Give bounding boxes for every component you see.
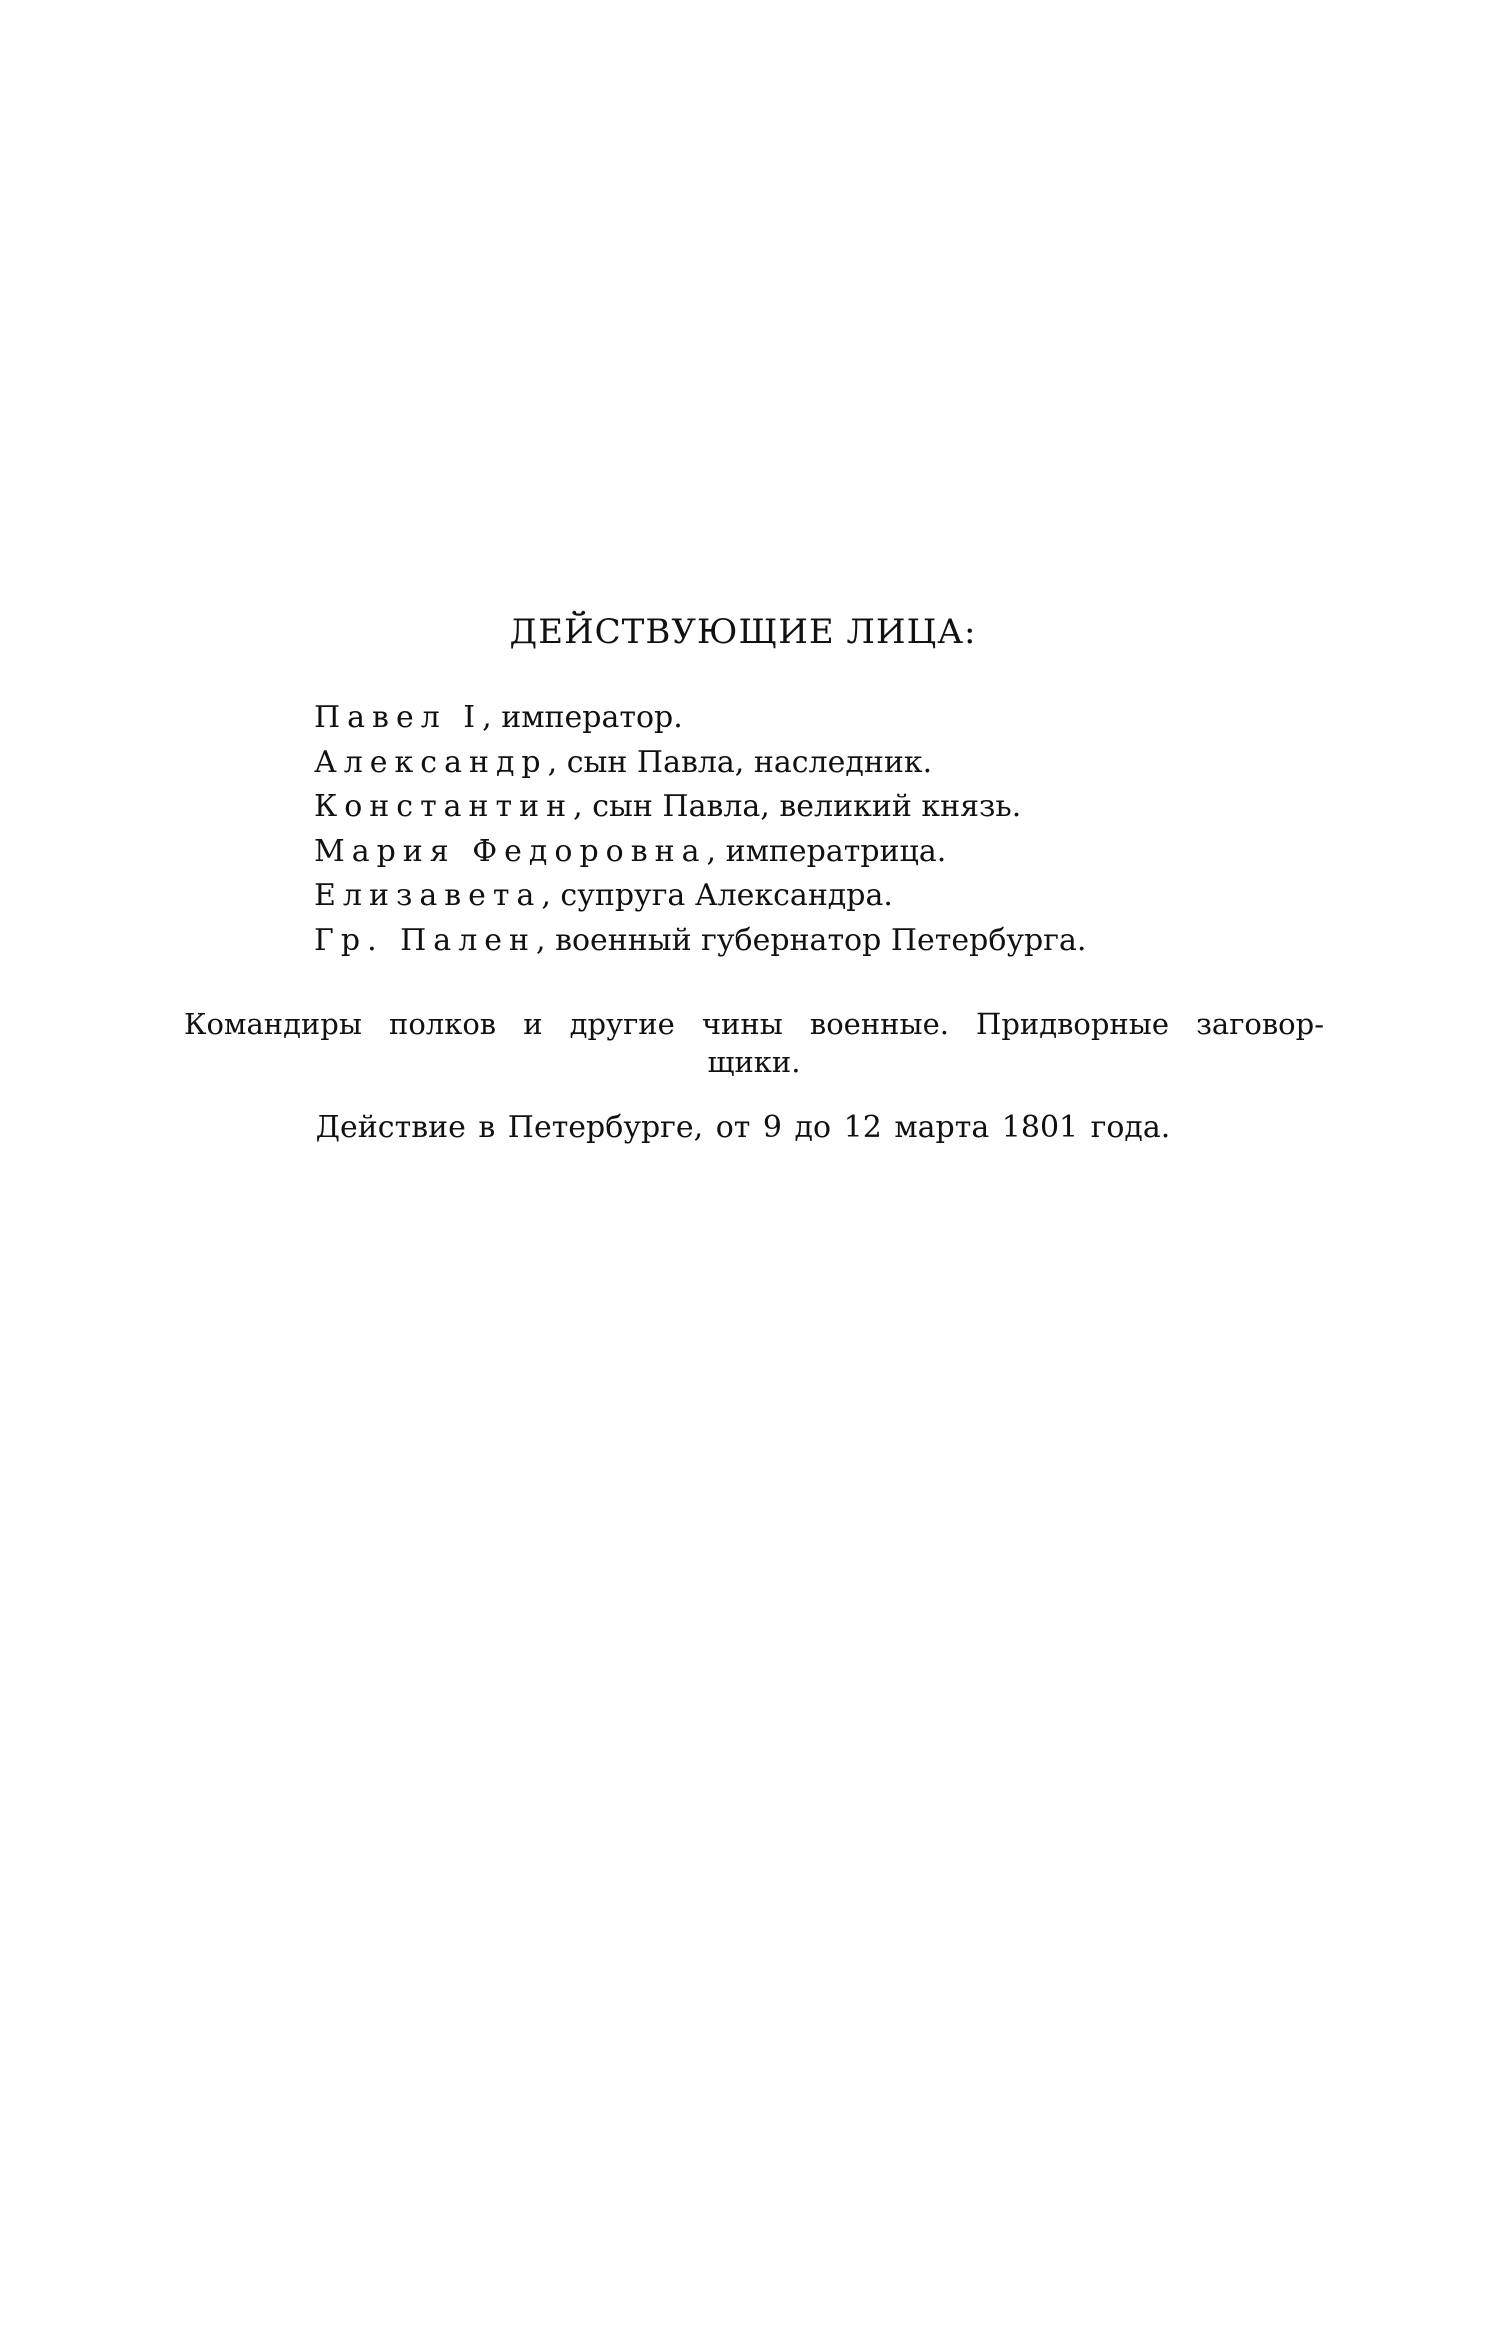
character-description: , сын Павла, великий князь. [573,789,1022,824]
character-name: Павел I [314,700,483,735]
character-description: , императрица. [706,833,947,869]
character-name: Александр [314,744,548,780]
page-title: ДЕЙСТВУЮЩИЕ ЛИЦА: [509,612,977,652]
supporting-characters-line-1: Командиры полков и другие чины военные. Придворные заговор- [184,1007,1324,1041]
supporting-characters [184,1005,1324,1081]
character-description: , сын Павла, наследник. [547,744,933,780]
cast-item [314,830,1314,875]
setting-note: Действие в Петербурге, от 9 до 12 марта 1801 года. [315,1110,1171,1145]
character-description: , супруга Александра. [541,878,893,913]
cast-item [314,741,1314,786]
cast-item [314,785,1314,830]
character-name: Мария Федоровна [314,833,707,869]
character-description: , военный губернатор Петербурга. [536,922,1087,958]
cast-item [314,919,1314,964]
character-name: Гр. Пален [314,922,536,958]
character-description: , император. [482,700,683,735]
cast-item [314,696,1314,741]
cast-list [314,696,1314,963]
character-name: Елизавета [314,878,542,913]
character-name: Константин [314,789,574,824]
supporting-characters-line-2: щики. [707,1045,801,1079]
cast-item [314,874,1314,919]
